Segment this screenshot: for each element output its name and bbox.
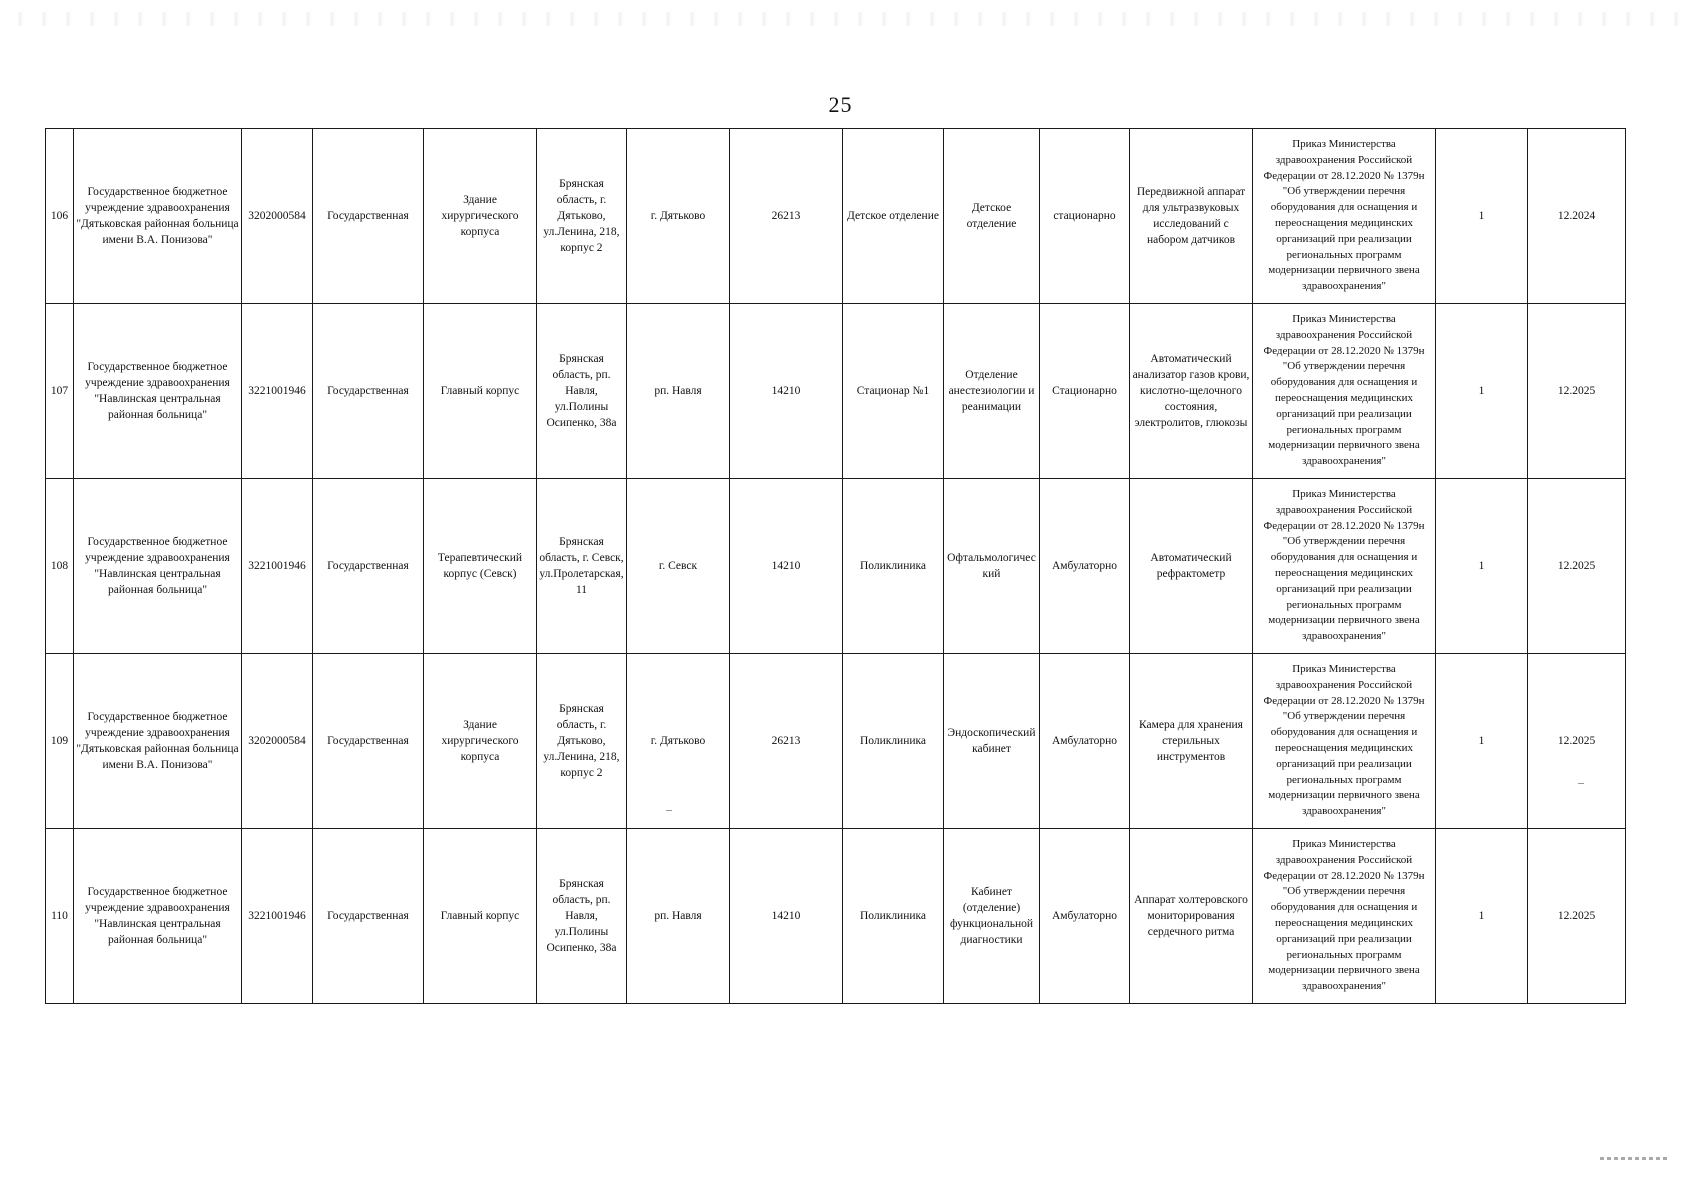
equipment-cell: Автоматический рефрактометр xyxy=(1130,479,1253,654)
table-row xyxy=(46,654,1626,829)
building-cell: Терапевтический корпус (Севск) xyxy=(424,479,537,654)
locality-cell: рп. Навля xyxy=(627,304,730,479)
inn-cell: 3202000584 xyxy=(242,654,313,829)
scan-speck xyxy=(1578,783,1584,784)
unit-cell: Стационар №1 xyxy=(843,304,944,479)
department-cell: Детское отделение xyxy=(944,129,1040,304)
quantity-cell: 1 xyxy=(1436,479,1528,654)
ownership-cell: Государственная xyxy=(313,829,424,1004)
equipment-cell: Передвижной аппарат для ультразвуковых исследований с набором датчиков xyxy=(1130,129,1253,304)
care-type-cell: Амбулаторно xyxy=(1040,479,1130,654)
department-cell: Отделение анестезиологии и реанимации xyxy=(944,304,1040,479)
table-body xyxy=(46,129,1626,1004)
address-cell: Брянская область, рп. Навля, ул.Полины Осипенко, 38а xyxy=(537,829,627,1004)
locality-cell: г. Дятьково xyxy=(627,654,730,829)
order-cell: Приказ Министерства здравоохранения Российской Федерации от 28.12.2020 № 1379н "Об утверждении перечня оборудования для оснащения и переоснащения медицинских организаций при реализации региональных программ модернизации первичного звена здравоохранения" xyxy=(1253,829,1436,1004)
inn-cell: 3202000584 xyxy=(242,129,313,304)
row-number-cell: 106 xyxy=(46,129,74,304)
code-cell: 26213 xyxy=(730,129,843,304)
ownership-cell: Государственная xyxy=(313,654,424,829)
date-cell: 12.2025 xyxy=(1528,654,1626,829)
institution-cell: Государственное бюджетное учреждение здравоохранения "Дятьковская районная больница имени В.А. Понизова" xyxy=(74,654,242,829)
department-cell: Кабинет (отделение) функциональной диагностики xyxy=(944,829,1040,1004)
department-cell: Офтальмологический xyxy=(944,479,1040,654)
scan-header-noise xyxy=(0,12,1681,26)
quantity-cell: 1 xyxy=(1436,829,1528,1004)
institution-cell: Государственное бюджетное учреждение здравоохранения "Навлинская центральная районная больница" xyxy=(74,304,242,479)
address-cell: Брянская область, г. Дятьково, ул.Ленина, 218, корпус 2 xyxy=(537,129,627,304)
address-cell: Брянская область, г. Севск, ул.Пролетарская, 11 xyxy=(537,479,627,654)
unit-cell: Поликлиника xyxy=(843,479,944,654)
equipment-cell: Камера для хранения стерильных инструментов xyxy=(1130,654,1253,829)
ownership-cell: Государственная xyxy=(313,304,424,479)
row-number-cell: 110 xyxy=(46,829,74,1004)
locality-cell: рп. Навля xyxy=(627,829,730,1004)
care-type-cell: Амбулаторно xyxy=(1040,829,1130,1004)
scan-speck xyxy=(666,810,672,811)
table-row xyxy=(46,479,1626,654)
building-cell: Главный корпус xyxy=(424,829,537,1004)
inn-cell: 3221001946 xyxy=(242,304,313,479)
scan-footer-mark xyxy=(1600,1157,1670,1160)
code-cell: 14210 xyxy=(730,829,843,1004)
inn-cell: 3221001946 xyxy=(242,829,313,1004)
institution-cell: Государственное бюджетное учреждение здравоохранения "Дятьковская районная больница имени В.А. Понизова" xyxy=(74,129,242,304)
locality-cell: г. Севск xyxy=(627,479,730,654)
institution-cell: Государственное бюджетное учреждение здравоохранения "Навлинская центральная районная больница" xyxy=(74,829,242,1004)
equipment-cell: Автоматический анализатор газов крови, кислотно-щелочного состояния, электролитов, глюкозы xyxy=(1130,304,1253,479)
quantity-cell: 1 xyxy=(1436,654,1528,829)
care-type-cell: Амбулаторно xyxy=(1040,654,1130,829)
order-cell: Приказ Министерства здравоохранения Российской Федерации от 28.12.2020 № 1379н "Об утверждении перечня оборудования для оснащения и переоснащения медицинских организаций при реализации региональных программ модернизации первичного звена здравоохранения" xyxy=(1253,129,1436,304)
ownership-cell: Государственная xyxy=(313,479,424,654)
equipment-cell: Аппарат холтеровского мониторирования сердечного ритма xyxy=(1130,829,1253,1004)
code-cell: 26213 xyxy=(730,654,843,829)
code-cell: 14210 xyxy=(730,304,843,479)
table-row xyxy=(46,829,1626,1004)
equipment-table xyxy=(45,128,1626,1004)
quantity-cell: 1 xyxy=(1436,129,1528,304)
inn-cell: 3221001946 xyxy=(242,479,313,654)
order-cell: Приказ Министерства здравоохранения Российской Федерации от 28.12.2020 № 1379н "Об утверждении перечня оборудования для оснащения и переоснащения медицинских организаций при реализации региональных программ модернизации первичного звена здравоохранения" xyxy=(1253,654,1436,829)
department-cell: Эндоскопический кабинет xyxy=(944,654,1040,829)
row-number-cell: 107 xyxy=(46,304,74,479)
order-cell: Приказ Министерства здравоохранения Российской Федерации от 28.12.2020 № 1379н "Об утверждении перечня оборудования для оснащения и переоснащения медицинских организаций при реализации региональных программ модернизации первичного звена здравоохранения" xyxy=(1253,304,1436,479)
locality-cell: г. Дятьково xyxy=(627,129,730,304)
care-type-cell: стационарно xyxy=(1040,129,1130,304)
page-number: 25 xyxy=(828,92,853,117)
care-type-cell: Стационарно xyxy=(1040,304,1130,479)
code-cell: 14210 xyxy=(730,479,843,654)
building-cell: Главный корпус xyxy=(424,304,537,479)
table-row xyxy=(46,129,1626,304)
date-cell: 12.2025 xyxy=(1528,479,1626,654)
institution-cell: Государственное бюджетное учреждение здравоохранения "Навлинская центральная районная больница" xyxy=(74,479,242,654)
building-cell: Здание хирургического корпуса xyxy=(424,654,537,829)
date-cell: 12.2025 xyxy=(1528,304,1626,479)
row-number-cell: 108 xyxy=(46,479,74,654)
quantity-cell: 1 xyxy=(1436,304,1528,479)
address-cell: Брянская область, г. Дятьково, ул.Ленина, 218, корпус 2 xyxy=(537,654,627,829)
order-cell: Приказ Министерства здравоохранения Российской Федерации от 28.12.2020 № 1379н "Об утверждении перечня оборудования для оснащения и переоснащения медицинских организаций при реализации региональных программ модернизации первичного звена здравоохранения" xyxy=(1253,479,1436,654)
unit-cell: Поликлиника xyxy=(843,654,944,829)
date-cell: 12.2024 xyxy=(1528,129,1626,304)
unit-cell: Поликлиника xyxy=(843,829,944,1004)
row-number-cell: 109 xyxy=(46,654,74,829)
date-cell: 12.2025 xyxy=(1528,829,1626,1004)
ownership-cell: Государственная xyxy=(313,129,424,304)
building-cell: Здание хирургического корпуса xyxy=(424,129,537,304)
unit-cell: Детское отделение xyxy=(843,129,944,304)
address-cell: Брянская область, рп. Навля, ул.Полины Осипенко, 38а xyxy=(537,304,627,479)
table-row xyxy=(46,304,1626,479)
